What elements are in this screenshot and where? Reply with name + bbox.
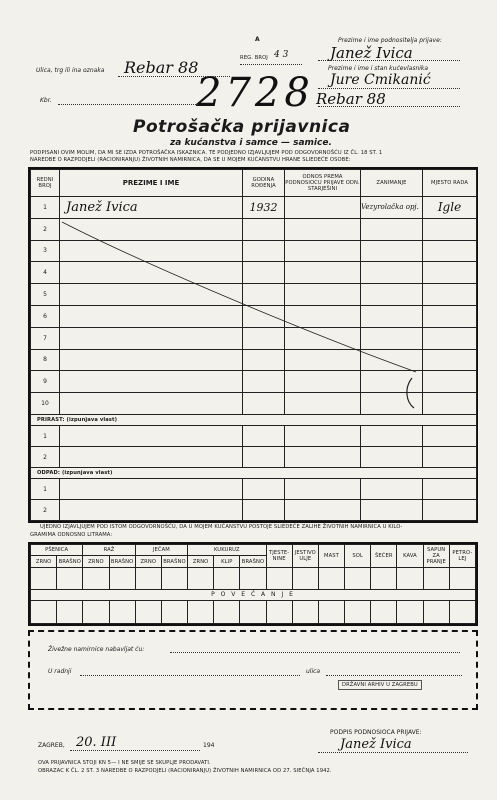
stock-table: PŠENICA RAŽ JEČAM KUKURUZ TJESTE-NINE JESTIVO ULJE MAST SOL ŠEĆER KAVA SAPUN ZA PRANJE PETRO-LEJ ZRNO BRAŠNO ZRNO BRAŠNO ZRNO BRAŠNO ZRNO KLIP BRAŠNO P O V E Ć A N J E xyxy=(28,542,478,626)
table-row: 3 xyxy=(31,240,477,262)
table-row: 6 xyxy=(31,305,477,327)
form-letter: A xyxy=(255,36,260,43)
header-relation: ODNOS PREMA PODNOSIOCU PRIJAVE ODN. STARJEŠINI xyxy=(285,170,361,197)
ulica-label: ulica xyxy=(306,668,321,675)
entry-workplace: Igle xyxy=(423,197,477,219)
prirast-label: PRIRAST: (izpunjava vlast) xyxy=(31,414,477,425)
year-suffix: 194 xyxy=(203,742,215,749)
table-row: 2 xyxy=(31,500,477,521)
archive-stamp: DRŽAVNI ARHIV U ZAGREBU xyxy=(338,680,422,690)
purchase-label: Živežne namirnice nabavljat ću: xyxy=(48,646,145,653)
owner-label: Prezime i ime i stan kućevlasnika xyxy=(328,65,429,72)
page-title: Potrošačka prijavnica xyxy=(133,117,351,137)
applicant-value: Janež Ivica xyxy=(330,44,413,62)
header-year: GODINA ROĐENJA xyxy=(243,170,285,197)
kbr-label: Kbr. xyxy=(40,97,52,104)
zagreb-label: ZAGREB, xyxy=(38,742,65,749)
purchase-box xyxy=(28,630,478,710)
header-occupation: ZANIMANJE xyxy=(361,170,423,197)
reg-broj-handwritten: 4 3 xyxy=(274,50,289,60)
table-row: 4 xyxy=(31,262,477,284)
table-row: 7 xyxy=(31,327,477,349)
table-row: 5 xyxy=(31,284,477,306)
povecanje-label: P O V E Ć A N J E xyxy=(31,589,476,600)
table-row: 2 xyxy=(31,218,477,240)
date-value: 20. III xyxy=(76,735,117,750)
table-row: 1 xyxy=(31,479,477,500)
regulation-note: OBRAZAC K ČL. 2 ST. 3 NAREDBE O RAZPODJELI (RACIONIRANJU) ŽIVOTNIH NAMIRNICA OD 27. SIEČNJA 1942. xyxy=(38,768,332,774)
odpad-label: ODPAD: (izpunjava vlast) xyxy=(31,467,477,478)
table-row: 9 xyxy=(31,371,477,393)
declaration-line-2: GRAMIMA ODNOSNO LITRAMA: xyxy=(30,532,113,538)
sign-label: PODPIS PODNOSIOCA PRIJAVE: xyxy=(330,729,422,736)
table-row: 1 xyxy=(31,426,477,447)
reg-broj-value: 2728 xyxy=(196,70,314,116)
header-workplace: MJESTO RADA xyxy=(423,170,477,197)
street-value: Rebar 88 xyxy=(124,58,199,77)
entry-name: Janež Ivica xyxy=(60,197,243,219)
price-note: OVA PRIJAVNICA STOJI KN 5— I NE SMIJE SE SKUPLJE PRODAVATI. xyxy=(38,760,211,766)
table-row: 8 xyxy=(31,349,477,371)
header-redni-broj: REDNI BROJ xyxy=(31,170,60,197)
street-label: Ulica, trg ili ina oznaka xyxy=(36,67,105,74)
applicant-label: Prezime i ime podnositelja prijave: xyxy=(338,37,442,44)
page-subtitle: za kućanstva i samce — samice. xyxy=(170,138,332,148)
owner-value: Jure Cmikanić xyxy=(330,72,431,88)
table-row: 1 Janež Ivica 1932 Vezyrolačka opj. Igle xyxy=(31,197,477,219)
table-row: 10 xyxy=(31,393,477,415)
owner-address: Rebar 88 xyxy=(316,90,386,108)
reg-broj-label: REG. BROJ xyxy=(240,55,268,61)
entry-year: 1932 xyxy=(243,197,285,219)
entry-occupation: Vezyrolačka opj. xyxy=(361,197,423,219)
declaration-line-1: UJEDNO IZJAVLJUJEM POD ISTOM ODGOVORNOŠĆU, DA U MOJEM KUĆANSTVU POSTOJE SLIEDEĆE ZALIHE ŽIVOTNIH NAMIRNICA U KILO- xyxy=(40,524,403,530)
intro-line-2: NAREDBE O RAZPODJELI (RACIONIRANJU) ŽIVOTNIH NAMIRNICA, DA SE U MOJEM KUĆANSTVU HRANE SLIEDEĆE OSOBE: xyxy=(30,157,351,163)
table-row: 2 xyxy=(31,447,477,468)
intro-line-1: PODPISANI OVIM MOLIM, DA MI SE IZDA POTROŠAČKA ISKAZNICA. TE PODJEDNO IZJAVLJUJEM POD ODGOVORNOŠĆU IZ ČL. 18 ST. 1 xyxy=(30,150,383,156)
signature: Janež Ivica xyxy=(340,737,412,752)
shop-label: U radnji xyxy=(48,668,72,675)
header-name: PREZIME I IME xyxy=(60,170,243,197)
